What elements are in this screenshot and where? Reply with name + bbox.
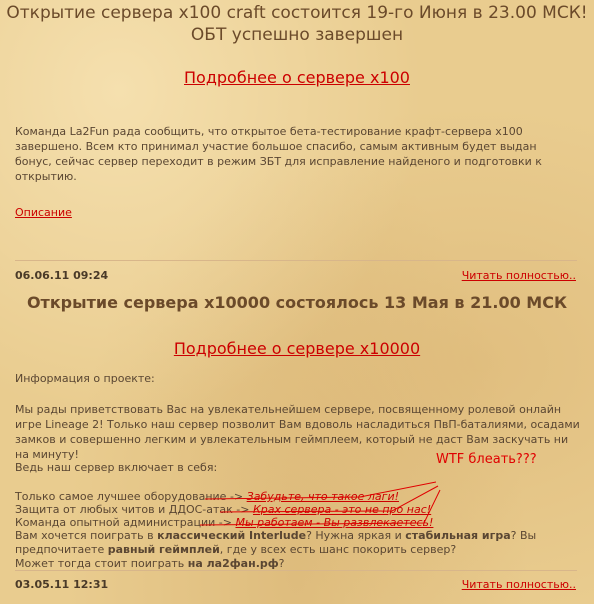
- post2-date: 03.05.11 12:31: [15, 578, 109, 591]
- feature1-joke: Забудьте, что такое лаги!: [246, 490, 400, 503]
- feature-line-2: [15, 503, 431, 517]
- q-bold2: стабильная игра: [405, 529, 511, 542]
- annotation-text: WTF блеать???: [436, 452, 537, 467]
- post2-divider: [15, 570, 577, 571]
- post1-divider: [15, 260, 577, 261]
- q-part2: ? Нужна яркая и: [306, 529, 406, 542]
- q-bold3: равный геймплей: [107, 543, 220, 556]
- feature1-text: Только самое лучшее оборудование ->: [15, 490, 247, 503]
- feature-line-1: [15, 490, 399, 504]
- post1-date: 06.06.11 09:24: [15, 269, 109, 282]
- post2-includes: Ведь наш сервер включает в себя:: [15, 461, 218, 474]
- q-bold1: классический Interlude: [157, 529, 307, 542]
- post1-text: Команда La2Fun рада сообщить, что открытое бета-тестирование крафт-сервера x100 завершено. Всем кто принимал участие большое спасибо, самым активным будет выдан бонус, сейчас сервер переходит в режим ЗБТ для исправление найденого и подготовки к открытию.: [15, 125, 542, 183]
- post1-description-link[interactable]: Описание: [15, 206, 72, 219]
- post2-intro: Мы рады приветствовать Вас на увлекательнейшем сервере, посвященному ролевой онлайн игре Lineage 2! Только наш сервер позволит Вам вдоволь насладиться ПвП-баталиями, осадами замков и совершенно легким и увлекательным геймплеем, который не даст Вам заскучать ни на минуту!: [15, 403, 580, 461]
- post2-more-link[interactable]: Подробнее о сервере x10000: [173, 339, 421, 358]
- q-part6: ?: [278, 557, 285, 570]
- post1-more-link[interactable]: Подробнее о сервере x100: [184, 68, 410, 87]
- feature3-text: Команда опытной администрации ->: [15, 516, 236, 529]
- feature2-text: Защита от любых читов и ДДОС-атак ->: [15, 503, 253, 516]
- q-part5: Может тогда стоит поиграть: [15, 557, 188, 570]
- feature-line-3: [15, 516, 433, 530]
- post2-question: [15, 529, 585, 571]
- post2-info-label: Информация о проекте:: [15, 372, 155, 385]
- post1-title-line2: ОБТ успешно завершен: [190, 25, 404, 45]
- q-part3: ? Вы предпочитаете: [15, 529, 537, 556]
- post1-title-line1: Открытие сервера x100 craft состоится 19-го Июня в 23.00 МСК!: [6, 3, 588, 23]
- feature2-joke: Крах сервера - это не про нас!: [252, 503, 432, 516]
- q-bold4: на ла2фан.рф: [187, 557, 279, 570]
- post1-read-more-link[interactable]: Читать полностью..: [461, 269, 576, 282]
- post2-title: Открытие сервера x10000 состоялось 13 Мая в 21.00 МСК: [26, 293, 568, 312]
- post2-read-more-link[interactable]: Читать полностью..: [461, 578, 576, 591]
- q-part4: , где у всех есть шанс покорить сервер?: [219, 543, 457, 556]
- q-part1: Вам хочется поиграть в: [15, 529, 158, 542]
- feature3-joke: Мы работаем - Вы развлекаетесь!: [235, 516, 434, 529]
